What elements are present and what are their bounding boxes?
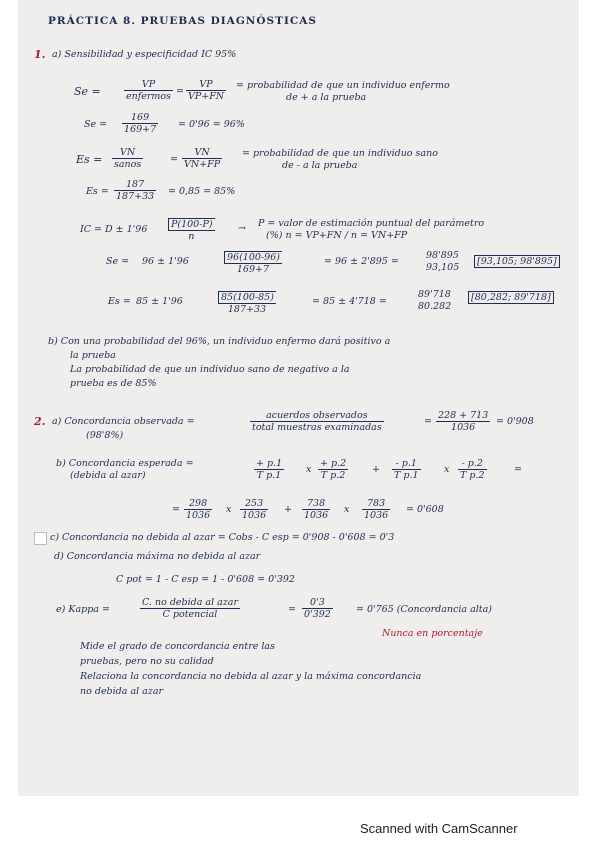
es-calc-label: Es = [86,186,109,197]
q2b2-times-2: x [344,504,350,515]
q2b2-equals: = [172,504,180,515]
q2b2-term-4: $\frac{783}{1036}$ [364,498,389,521]
q2b-label: b) Concordancia esperada = [56,458,194,469]
note-line-2: pruebas, pero no su calidad [80,656,214,667]
se-ic-expression: 96 ± 1'96 [142,256,189,267]
q2b-sublabel: (debida al azar) [70,470,146,481]
q2e-equals: = [288,604,296,615]
q2b-term-2: $\frac{+ p.2}{\text{T p.2}}$ [320,458,347,481]
es-ic-lower: 80.282 [418,301,452,312]
q1b-line-1: b) Con una probabilidad del 96%, un individuo enfermo dará positivo a [48,336,391,347]
es-calc-fraction: $\frac{187}{187+33}$ [116,179,155,202]
ic-arrow: → [238,223,246,234]
q2b2-times-1: x [226,504,232,515]
q2e-fraction-2: $\frac{0'3}{0'392}$ [304,597,331,620]
se-label: Se = [74,85,101,98]
page-title: PRÁCTICA 8. PRUEBAS DIAGNÓSTICAS [48,15,317,27]
scanner-footer: Scanned with CamScanner [360,821,518,836]
se-fraction-2: $\frac{VP}{VP+FN}$ [188,79,225,102]
se-ic-sqrt-fraction: $\frac{96(100-96)}{169+7}$ [224,251,282,275]
q2a-equals: = [424,416,432,427]
es-fraction-1: VN sanos [114,147,142,170]
q2d-calc: C pot = 1 - C esp = 1 - 0'608 = 0'392 [116,574,295,585]
se-ic-upper: 98'895 [426,250,459,261]
q2b-times-1: x [306,464,312,475]
ic-formula: IC = D ± 1'96 [80,224,148,235]
es-ic-sqrt-fraction: $\frac{85(100-85)}{187+33}$ [218,291,276,315]
q2b-term-3: $\frac{- p.1}{\text{T p.1}}$ [394,458,419,481]
ic-definition-2: (%) n = VP+FN / n = VN+FP [266,230,408,241]
q2b2-term-1: $\frac{298}{1036}$ [186,498,211,521]
se-definition-1: = probabilidad de que un individuo enfermo [236,80,450,91]
se-calc-fraction: $\frac{169}{169+7}$ [124,112,157,135]
q1b-line-4: prueba es de 85% [70,378,157,389]
q1a-heading: a) Sensibilidad y especificidad IC 95% [52,49,237,60]
se-equals: = [176,86,184,97]
es-definition-2: de - a la prueba [282,160,358,171]
q2b2-term-2: $\frac{253}{1036}$ [242,498,267,521]
margin-checkbox [34,532,47,545]
se-calc-result: = 0'96 = 96% [178,119,245,130]
es-ic-upper: 89'718 [418,289,451,300]
es-equals: = [170,154,178,165]
ic-definition-1: P = valor de estimación puntual del parámetro [258,218,485,229]
q1b-line-3: La probabilidad de que un individuo sano de negativo a la [70,364,350,375]
se-ic-interval: [93,105; 98'895] [474,256,560,267]
ic-sqrt-fraction: $\frac{P(100-P)}{n}$ [168,218,215,242]
q2e-result: = 0'765 (Concordancia alta) [356,604,492,615]
q2b-equals: = [514,464,522,475]
note-line-1: Mide el grado de concordancia entre las [80,641,275,652]
es-ic-result: = 85 ± 4'718 = [312,296,387,307]
q1b-line-2: la prueba [70,350,116,361]
q2b-term-4: $\frac{- p.2}{\text{T p.2}}$ [460,458,485,481]
es-ic-interval: [80,282; 89'718] [468,292,554,303]
question-1-number: 1. [34,48,46,61]
note-line-3: Relaciona la concordancia no debida al azar y la máxima concordancia [80,671,422,682]
es-fraction-2: $\frac{VN}{VN+FP}$ [184,147,221,170]
q2b2-plus: + [284,504,292,515]
se-fraction-1: VP enfermos [126,79,172,102]
es-label: Es = [76,153,103,166]
q2d-line: d) Concordancia máxima no debida al azar [54,551,261,562]
q2e-label: e) Kappa = [56,604,110,615]
q2b2-result: = 0'608 [406,504,444,515]
q2e-fraction-1: C. no debida al azar C potencial [142,597,239,620]
q2a-percentage: (98'8%) [86,430,124,441]
q2b-plus: + [372,464,380,475]
es-ic-label: Es = [108,296,131,307]
se-ic-lower: 93,105 [426,262,460,273]
question-2-number: 2. [34,415,46,428]
q2a-values: $\frac{228 + 713}{1036}$ [438,410,489,433]
se-calc-label: Se = [84,119,108,130]
q2b-term-1: $\frac{+ p.1}{\text{T p.1}}$ [256,458,283,481]
es-calc-result: = 0,85 = 85% [168,186,236,197]
q2a-fraction: acuerdos observados total muestras examinadas [252,410,382,433]
es-ic-expression: 85 ± 1'96 [136,296,183,307]
q2c-line: c) Concordancia no debida al azar = Cobs - C esp = 0'908 - 0'608 = 0'3 [50,532,395,543]
se-ic-label: Se = [106,256,130,267]
se-definition-2: de + a la prueba [286,92,367,103]
se-ic-result: = 96 ± 2'895 = [324,256,399,267]
es-definition-1: = probabilidad de que un individuo sano [242,148,438,159]
q2a-label: a) Concordancia observada = [52,416,195,427]
q2b-times-2: x [444,464,450,475]
q2b2-term-3: $\frac{738}{1036}$ [304,498,329,521]
q2a-result: = 0'908 [496,416,534,427]
red-note: Nunca en porcentaje [382,628,483,639]
note-line-4: no debida al azar [80,686,164,697]
